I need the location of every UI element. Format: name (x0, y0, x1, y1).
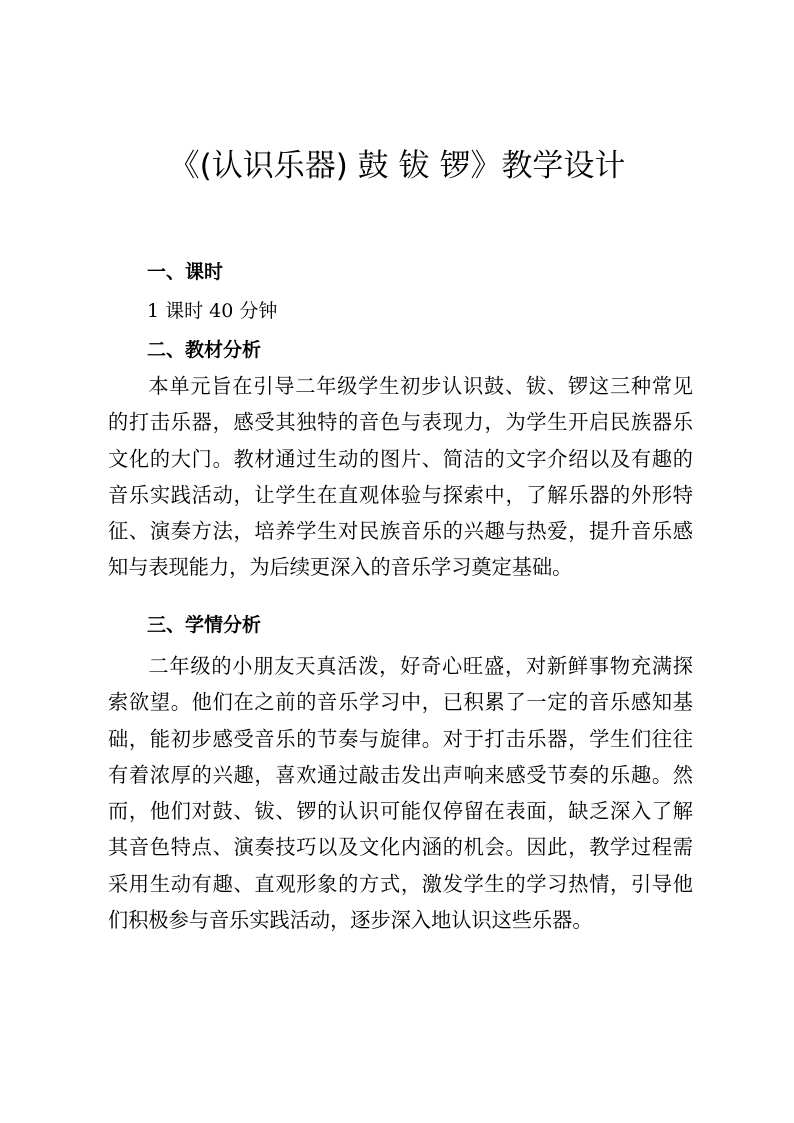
class-hours-text: 1 课时 40 分钟 (147, 300, 278, 322)
document-title: 《(认识乐器) 鼓 钹 锣》教学设计 (168, 148, 626, 184)
textbook-analysis-paragraph: 本单元旨在引导二年级学生初步认识鼓、钹、锣这三种常见的打击乐器，感受其独特的音色与表现力，为学生开启民族器乐文化的大门。教材通过生动的图片、简洁的文字介绍以及有趣的音乐实践活动，让学生在直观体验与探索中，了解乐器的外形特征、演奏方法，培养学生对民族音乐的兴趣与热爱，提升音乐感知与表现能力，为后续更深入的音乐学习奠定基础。 (108, 374, 693, 580)
section-heading-textbook-analysis: 二、教材分析 (147, 339, 262, 361)
student-analysis-paragraph: 二年级的小朋友天真活泼，好奇心旺盛，对新鲜事物充满探索欲望。他们在之前的音乐学习中，已积累了一定的音乐感知基础，能初步感受音乐的节奏与旋律。对于打击乐器，学生们往往有着浓厚的兴趣，喜欢通过敲击发出声响来感受节奏的乐趣。然而，他们对鼓、钹、锣的认识可能仅停留在表面，缺乏深入了解其音色特点、演奏技巧以及文化内涵的机会。因此，教学过程需采用生动有趣、直观形象的方式，激发学生的学习热情，引导他们积极参与音乐实践活动，逐步深入地认识这些乐器。 (108, 654, 693, 933)
section-heading-class-hours: 一、课时 (147, 261, 224, 283)
section-heading-student-analysis: 三、学情分析 (147, 614, 262, 636)
